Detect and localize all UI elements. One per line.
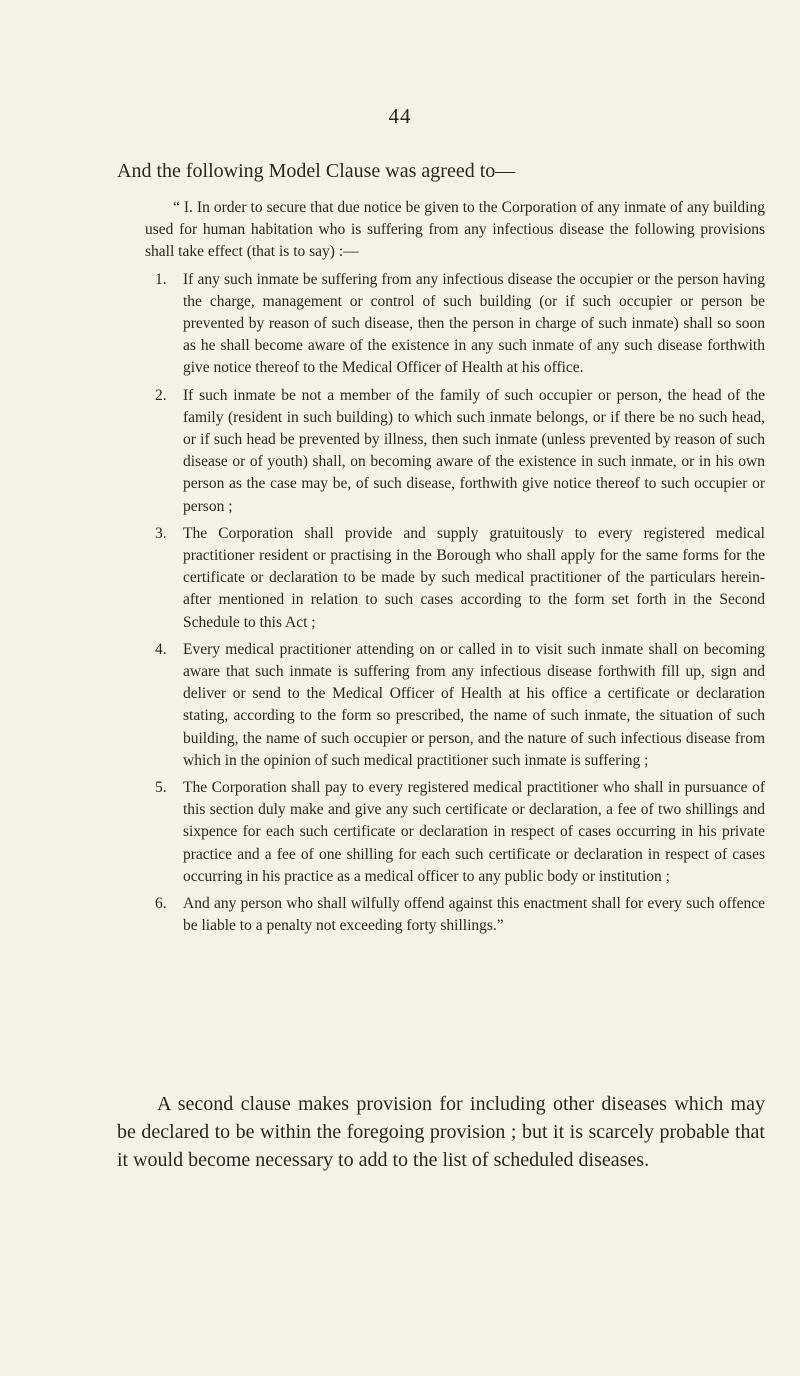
provision-text: If such inmate be not a member of the family of such occupier or person, the head of the family (resident in such building) to which such inmate belongs, or if there be no such head, or if such head be prevented by illness, then such inmate (unless prevented by reason of such disease or of youth) shall, on becoming aware of the existence in such inmate, or in his own person as the case may be, of such disease, forthwith give notice thereof to such occupier or person ; [183, 386, 765, 515]
intro-heading: And the following Model Clause was agreed to— [117, 160, 516, 182]
page-number: 44 [388, 104, 412, 128]
provision-number: 5. [155, 779, 167, 797]
provision-item [145, 523, 765, 634]
provision-text: If any such inmate be suffering from any infectious disease the occupier or the person having the charge, management or control of such building (or if such occupier or person be prevented by reason of such disease, then the person in charge of such inmate) shall so soon as he shall become aware of the existence in any such inmate of any such disease forthwith give notice thereof to the Medical Officer of Health at his office. [183, 270, 765, 377]
provision-item [145, 777, 765, 888]
provision-number: 2. [155, 386, 167, 404]
provision-item [145, 269, 765, 380]
provision-text: The Corporation shall provide and supply gratuitously to every registered medical practitioner resident or practising in the Borough who shall apply for the same forms for the certificate or declaration to be made by such medical practitioner of the particulars herein-after mentioned in relation to such cases according to the form set forth in the Second Schedule to this Act ; [183, 524, 765, 631]
provision-number: 6. [155, 895, 167, 913]
model-clause [145, 197, 765, 943]
provision-number: 1. [155, 270, 167, 288]
provision-item [145, 639, 765, 772]
provision-text: And any person who shall wilfully offend against this enactment shall for every such offence be liable to a penalty not exceeding forty shillings.” [183, 895, 765, 935]
provisions-list [145, 269, 765, 938]
provision-text: Every medical practitioner attending on or called in to visit such inmate shall on becoming aware that such inmate is suffering from any infectious disease forthwith fill up, sign and deliver or send to the Medical Officer of Health at his office a certificate or declaration stating, according to the form so prescribed, the name of such inmate, the situation of such building, the name of such occupier or person, and the nature of such infectious disease from which in the opinion of such medical practitioner such inmate is suffering ; [183, 640, 765, 769]
provision-item [145, 893, 765, 937]
provision-number: 3. [155, 524, 167, 542]
clause-lead-paragraph: “ I. In order to secure that due notice be given to the Corporation of any inmate of any building used for human habitation who is suffering from any infectious disease the following provisions shall take effect (that is to say) :— [145, 199, 765, 261]
provision-item [145, 385, 765, 518]
provision-text: The Corporation shall pay to every registered medical practitioner who shall in pursuance of this section duly make and give any such certificate or declaration, a fee of two shillings and sixpence for each such certificate or declaration in respect of cases occurring in his private practice and a fee of one shilling for each such certificate or declaration in respect of cases occurring in his practice as a medical officer to any public body or institution ; [183, 779, 765, 885]
provision-number: 4. [155, 640, 167, 658]
closing-paragraph: A second clause makes provision for including other diseases which may be declared to be within the foregoing provision ; but it is scarcely probable that it would become necessary to add to the list of scheduled diseases. [117, 1093, 765, 1171]
